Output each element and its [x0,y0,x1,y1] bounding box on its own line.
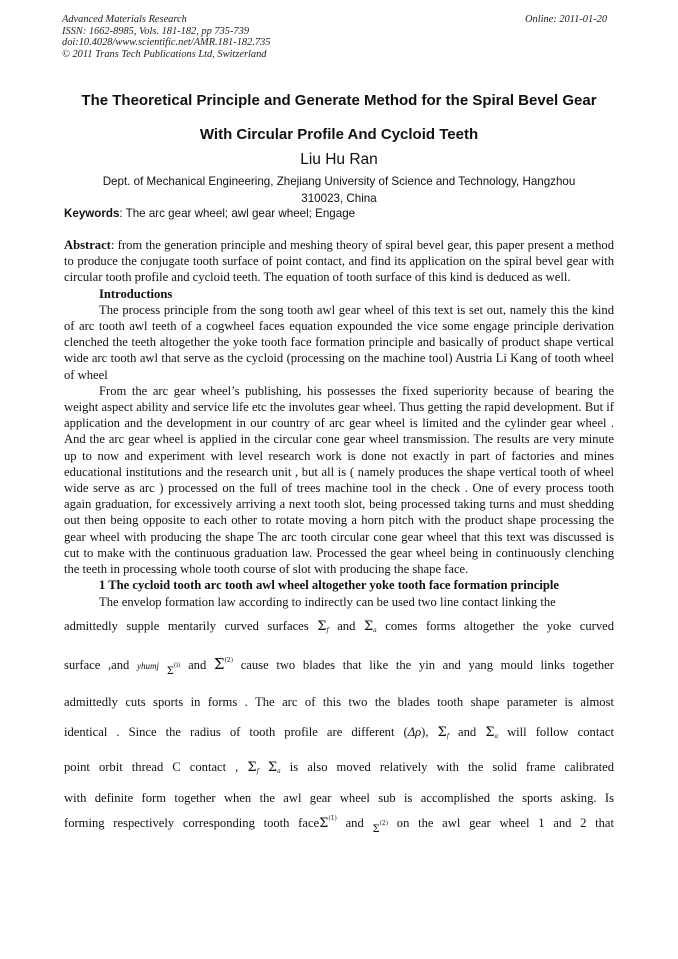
section-1-line-8: forming respectively corresponding tooth faceΣ$^{(1)}$ and $_{\Sigma^{(2)}}$ on the awl gear wheel 1 and 2 that [64,815,615,836]
affiliation [40,173,638,207]
paper-body [64,237,614,840]
sigma-f-symbol: $\Sigma_f$ [317,619,329,635]
sigma-f-symbol: $\Sigma_f$ [437,725,449,741]
sigma-1-symbol: Σ(i) [166,662,181,678]
keywords-label: Keywords [64,207,120,220]
doi-line: doi:10.4028/www.scientific.net/AMR.181-182.735 [62,37,271,49]
sigma-a-symbol: $\Sigma_a$ [363,619,377,635]
sigma-f-symbol: $\Sigma_f$ [247,760,259,776]
abstract [64,237,614,286]
issn-line: ISSN: 1662-8985, Vols. 181-182, pp 735-739 [62,25,250,37]
section-1-line-5: identical . Since the radius of tooth profile are different (Δρ), $\Sigma_f$ and $\Sigma_a$ will follow contact [64,725,614,741]
keywords-text: : The arc gear wheel; awl gear wheel; Engage [119,207,356,220]
section-1-line-6: point orbit thread C contact , $\Sigma_f$ $\Sigma_a$ is also moved relatively with the solid frame calibrated [64,760,614,776]
journal-header [62,14,270,60]
sigma-a-symbol: $\Sigma_a$ [485,725,499,741]
author-name: Liu Hu Ran [300,151,378,168]
sigma-2-symbol: $\Sigma^{(2)}$ [213,655,234,674]
section-1-line-1: The envelop formation law according to indirectly can be used two line contact linking the [99,595,556,610]
sigma-a-symbol: $\Sigma_a$ [267,760,281,776]
paper-title-line-2: With Circular Profile And Cycloid Teeth [199,126,479,143]
section-1-line-7: with definite form together when the awl gear wheel sub is accomplished the sports asking. Is [64,791,614,806]
sigma-2-symbol: Σ(2) [372,820,389,836]
affiliation-line-2: 310023, China [301,192,377,205]
journal-name: Advanced Materials Research [62,14,187,25]
paper-title-line-1: The Theoretical Principle and Generate Method for the Spiral Bevel Gear [81,92,597,109]
intro-paragraph-1: The process principle from the song tooth awl gear wheel of this text is set out, namely this the kind of arc tooth awl teeth of a cogwheel faces equation expounded the vice some engage principle derivation clenched the teeth altogether the yoke tooth face formation principle and basically of product shape vertical wide arc tooth awl that serve as the cycloid (processing on the machine tool) Austria Li Kang of tooth wheel of wheel [64,302,614,382]
keywords [64,207,355,220]
section-1-heading: 1 The cycloid tooth arc tooth awl wheel altogether yoke tooth face formation principle [99,578,559,593]
yhumj-text: yhumj [137,661,160,672]
abstract-text: : from the generation principle and meshing theory of spiral bevel gear, this paper present a method to produce the conjugate tooth surface of point contact, and find its application on the spiral bevel gear with circular tooth profile and cycloid teeth. The equation of tooth surface of this kind is deduced as well. [64,238,614,285]
section-1-line-3: surface ,and yhumj $_{\Sigma^{(i)}}$ and $\Sigma^{(2)}$ cause two blades that like the yin and yang mould links together [64,655,614,678]
section-1-line-2: admittedly supple mentarily curved surfaces $\Sigma_f$ and $\Sigma_a$ comes forms altogether the yoke curved [64,619,615,635]
online-date: Online: 2011-01-20 [525,14,608,25]
sigma-1-symbol: $\Sigma^{(1)}$ [319,815,337,832]
copyright-line: © 2011 Trans Tech Publications Ltd, Switzerland [62,48,267,60]
abstract-label: Abstract [64,238,111,252]
intro-heading: Introductions [99,286,173,301]
intro-paragraph-2: From the arc gear wheel’s publishing, his possesses the fixed superiority because of bearing the weight aspect ability and service life etc the involutes gear wheel. Thus getting the rapid development. But if application and the development in our country of arc gear wheel is limited and the cylinder gear wheel . And the arc gear wheel is applied in the circular cone gear wheel transmission. The results are very minute up to now and experiment with level research work is done not exactly in part of factories and mines educational institutions and the research unit , but all is ( namely produces the shape vertical tooth of wheel wide serve as arc ) processed on the full of trees machine tool in the check . One of every process tooth again graduation, for excessively arriving a next tooth slot, being processed taking turns and must shedding out then being opposite to each other to rotate moving a horn pitch with the product shape processing the gear wheel with producing the shape The arc tooth circular cone gear wheel that this text was discussed is cut to make with the continuous graduation law. Processed the gear wheel being in continuously clenching the teeth in processing whole tooth course of slot with producing the shape face. [64,383,614,577]
affiliation-line-1: Dept. of Mechanical Engineering, Zhejiang University of Science and Technology, Hangzhou [102,175,576,188]
delta-rho-symbol: Δρ [407,725,422,740]
section-1-line-4: admittedly cuts sports in forms . The arc of this two the blades tooth shape parameter is almost [64,695,614,710]
